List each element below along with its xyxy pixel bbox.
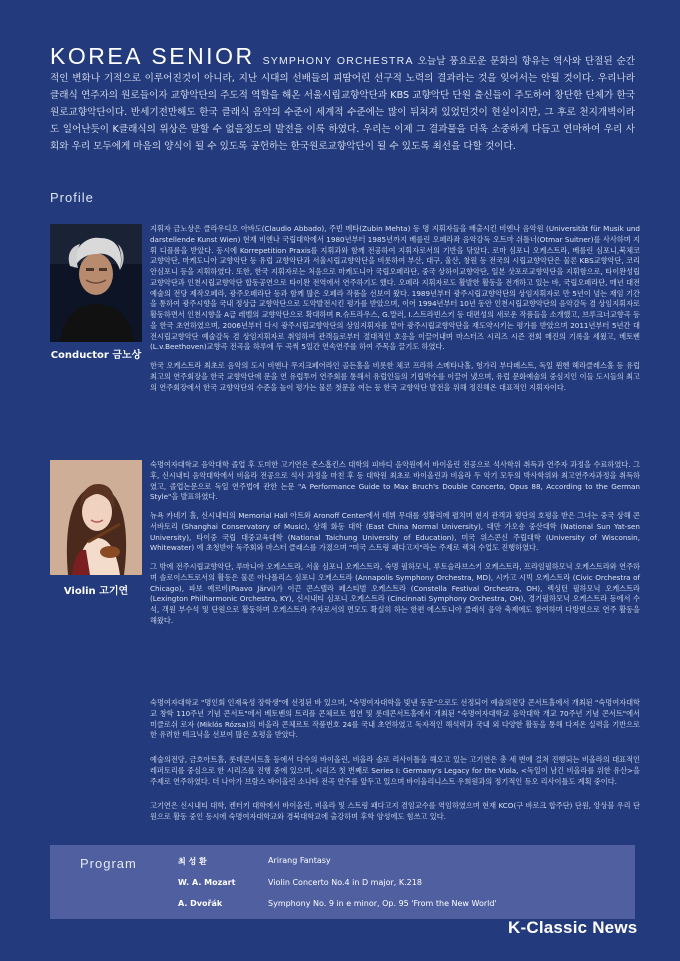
k-classic-news-watermark: K-Classic News <box>508 918 638 937</box>
program-box <box>50 845 635 919</box>
program-composer: 최 성 환 <box>178 857 207 866</box>
program-composer: A. Dvořák <box>178 899 223 908</box>
violinist-photo <box>50 460 142 575</box>
orchestra-title: KOREA SENIOR <box>50 43 255 69</box>
intro-paragraph <box>50 43 636 155</box>
violin-bio-paragraph: 뉴욕 카네기 홀, 신시내티의 Memorial Hall 아트와 Aronoff Center에서 데뷔 무대를 성황리에 펼치며 현지 관객과 평단의 호평을 받은 그녀는 중국 상해 콘서바토리 (Shanghai Conservatory of Music), 상해 화동 대학 (East China Normal University), 대만 가오숑 중산대학 (National Sun Yat-sen University), 타이중 국립 대중교육대학 (National Taichung University of Education), 미국 위스콘신 주립대학 (University of Wisconsin, Whitewater) 에 초청받아 독주회와 마스터 클래스를 가졌으며 "미국 스트링 패다고지"라는 주제로 렉쳐 수업도 진행하였다. <box>150 511 640 553</box>
program-work: Arirang Fantasy <box>268 856 331 865</box>
program-composer: W. A. Mozart <box>178 878 236 887</box>
profile-heading: Profile <box>50 190 94 205</box>
program-work: Symphony No. 9 in e minor, Op. 95 'From the New World' <box>268 899 497 908</box>
violin-bio-paragraph: 고기연은 신시내티 대학, 켄터키 대학에서 바이올린, 비올라 및 스트링 패다고지 겸임교수를 역임하였으며 현재 KCO(구 바로크 합주단) 단원, 앙상블 우리 단원으로 활동 중인 동시에 숙명여자대학교와 경북대학교에 출강하며 후학 양성에도 힘쓰고 있다. <box>150 801 640 821</box>
program-label: Program <box>80 856 137 871</box>
conductor-name: 금노상 <box>112 350 142 361</box>
violin-caption <box>50 582 142 597</box>
violin-bio-paragraph: 숙명여자대학교 "명인회 인재육성 장학생"에 선정된 바 있으며, "숙명여자대학을 빛낸 동문"으로도 선정되어 예술의전당 콘서트홀에서 개최된 "숙명여자대학교 창학 110주년 기념 콘서트"에서 베토벤의 트리플 콘체르토 협연 및 롯데콘서트홀에서 개최된 "숙명여자대학교 음악대학 개교 70주년 기념 콘서트"에서 미클로쉬 로자 (Miklós Rózsa)의 비올라 콘체르토 작품번호 24를 국내 초연하였고 독자적인 해석력과 국내 외 다양한 활동을 통해 다져온 실력을 기반으로 한 유려한 테크닉을 선보여 많은 호평을 받았다. <box>150 698 640 740</box>
conductor-bio <box>150 224 640 401</box>
conductor-role: Conductor <box>50 350 109 361</box>
violin-bio-paragraph: 예술의전당, 금호아트홀, 롯데콘서트홀 등에서 다수의 바이올린, 비올라 솔로 리사이틀을 해오고 있는 고기연은 총 세 번에 걸쳐 진행되는 비올라의 대표적인 레퍼토리를 중심으로 한 시리즈를 진행 중에 있으며, 시리즈 첫 번째로 Series I: Germany's Legacy for the Viola, <독일이 남긴 비올라를 위한 유산>을 주제로 연주하였다. 더 나아가 브람스 바이올린 소나타 전곡 연주를 앞두고 있으며 바이올리니스트 우희원과의 정기적인 듀오 리사이틀도 계획 중이다. <box>150 755 640 786</box>
violin-bio <box>150 460 640 635</box>
intro-text: 오늘날 풍요로운 문화의 향유는 역사와 단절된 순간적인 변화나 기적으로 이루어진것이 아니라, 지난 시대의 선배들의 피땀어린 선구적 노력의 결과라는 것을 잊어서는 안될 것이다. 우리나라 클래식 연주자의 원로들이자 교향악단의 주도적 역할을 해온 서울시립교향악단과 KBS 교향악단 단원 출신들이 주도하여 창단한 단체가 한국원로교향악단이다. 반세기전만해도 한국 클래식 음악의 수준이 세계적 수준에는 많이 뒤쳐져 있었던것이 현실이지만, 그 후로 천지개벽이라도 일어난듯이 K클래식의 위상은 말할 수 없을정도의 발전을 이룩 하였다. 우리는 이제 그 결과물을 더욱 소중하게 다듬고 연마하여 우리 사회와 우리 모두에게 마음의 양식이 될 수 있도록 공헌하는 한국원로교향악단이 될 수 있도록 최선을 다할 것이다. <box>50 56 636 152</box>
orchestra-subtitle: SYMPHONY ORCHESTRA <box>262 55 414 67</box>
intro-section <box>50 43 636 155</box>
violin-role: Violin <box>63 586 96 597</box>
conductor-caption <box>50 346 142 361</box>
violin-bio-paragraph: 숙명여자대학교 음악대학 졸업 후 도미한 고기연은 존스홉킨스 대학의 피바디 음악원에서 바이올린 전공으로 석사학위 취득과 연주자 과정을 수료하였다. 그 후, 신시내티 음악대학에서 비올라 전공으로 석사 과정을 마친 후 동 대학원 최초로 바이올린과 비올라 두 악기 모두의 박사학위와 최고연주자과정을 취득하였고, 졸업논문으로 독일 연주법에 관한 논문 "A Performance Guide to Max Bruch's Double Concerto, Opus 88, According to the German Style"을 발표하였다. <box>150 460 640 502</box>
violin-bio-paragraph: 그 밖에 전주시립교향악단, 루마니아 오케스트라, 서울 심포니 오케스트라, 숙명 필하모닉, 루토슬라브스키 오케스트라, 프라임필하모닉 오케스트라와 연주하며 솔로이스트로서의 활동은 물론 아나폴리스 심포니 오케스트라 (Annapolis Symphony Orchestra, MD), 시카고 시빅 오케스트라 (Civic Orchestra of Chicago), 파보 예르비(Paavo Järvi)가 이끈 콘스텔라 페스티벌 오케스트라 (Constella Festival Orchestra, OH), 렉싱턴 필하모닉 오케스트라 (Lexington Philharmonic Orchestra, KY), 신시내티 심포니 오케스트라 (Cincinnati Symphony Orchestra, OH), 경기필하모닉 오케스트라 등에서 수석, 객원 부수석 및 단원으로 활동하며 오케스트라 주자로서의 면모도 확실히 하는 한편 에스토니아 클래식 음악 축제에도 참여하며 다방면으로 연주 활동을 해왔다. <box>150 562 640 625</box>
program-work: Violin Concerto No.4 in D major, K.218 <box>268 878 422 887</box>
violin-name: 고기연 <box>99 586 129 597</box>
violin-bio-continued <box>150 698 640 837</box>
conductor-bio-paragraph: 한국 오케스트라 최초로 음악의 도시 비엔나 무지크페어라인 골든홀을 비롯한 체코 프라하 스메타나홀, 헝가리 부다페스트, 독일 뮌헨 헤라클레스홀 등 유럽최고의 연주회장을 한국 교향악단에 문을 연 유럽투어 연주회를 통해서 유럽인들의 기립박수를 이끌어 냈으며, 유럽 문화예술의 중심지인 이들 도시들의 최고의 연주회장에서 한국 교향악단의 수준을 높이 평가는 물론 첫문을 여는 등 한국 교향악단 발전을 위해 정진해온 대표적인 지휘자이다. <box>150 361 640 392</box>
conductor-photo <box>50 224 142 342</box>
conductor-bio-paragraph: 지휘자 금노상은 클라우디오 아바도(Claudio Abbado), 주빈 메타(Zubin Mehta) 등 명 지휘자들을 배출시킨 비엔나 음악원 (Universität für Musik und darstellende Kunst Wien) 현재 비엔나 국립대학에서 1980년부터 1985년까지 베를린 오페라좌 음악감독 오트마 쉬틀너(Otmar Suitner)를 사사하며 지휘 디플롬을 받았다. 동시에 Korrepetition Praxis를 지휘과와 함께 전공하여 지휘자로서의 기반을 닦았다. 로마 심포니 오케스트라, 베를린 심포니,북체코 교향악단, 마케도니아 교향악단 등 유럽 교향악단과 서울시립교향악단을 비롯하여 부산, 대구, 울산, 창원 등 전국의 시립교향악단은 물론 KBS교향악단, 코리안심포니 등을 지휘하였다. 또한, 한국 지휘자로는 처음으로 마케도니아 국립오페라단, 중국 상하이교향악단, 일본 삿포로교향악단을 지휘함으로, 타이완성립교향악단과 인천시립교향악단 합동공연으로 타이완 전역에서 연주하기도 했다. 오페라 지휘자로도 활발한 활동을 전개하고 있는 바, 국립오페라단, 매년 대전예술의 전당 제작오페라, 광주오페라단 등과 함께 많은 오페라 작품을 선보여 왔다. 1989년부터 광주시립교향악단의 상임지휘자로 만 5년이 넘는 재임 기간을 통하여 광주시향을 국내 정상급 교향악단으로 도약발전시킨 평가를 받았으며, 이어 1994년부터 10년 동안 인천시립교향악단의 음악감독 겸 상임지휘자로 활동하면서 인천시향을 A급 레벨의 교향악단으로 확대하며 R.슈트라우스, G.말러, I.스트라빈스키 등 대편성의 새로운 작품들을 소개했고, 브루크너교향곡 등을 한국 초연하였으며, 2006년부터 다시 광주시립교향악단의 상임지휘자를 맡아 광주시립교향악단을 재도약시키는 평가를 받았으며 2011년부터 5년간 대전시립교향악단 예술감독 겸 상임지휘자로 취임하여 관객들로부터 절대적인 호응을 이끌어내며 마스터즈 시리즈 시즌 전회 매진의 기록을 세웠고, 베토벤(L.v.Beethoven)교향곡 전곡을 하루에 두 곡씩 5일간 연속연주를 하여 주목을 끌기도 하였다. <box>150 224 640 352</box>
